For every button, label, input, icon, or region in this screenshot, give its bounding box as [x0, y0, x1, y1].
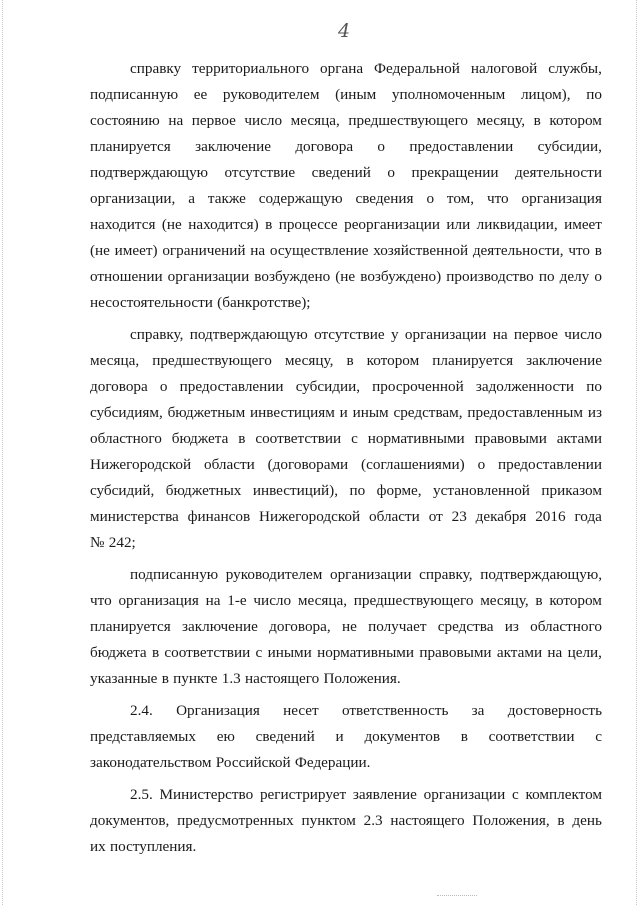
word: из	[587, 404, 602, 421]
word: и	[335, 728, 344, 745]
word: декабря	[475, 508, 527, 525]
word: на	[492, 326, 508, 343]
word: правовыми	[474, 430, 547, 447]
word: месяца,	[290, 112, 340, 129]
word: министерства	[90, 508, 179, 525]
word: службы,	[548, 60, 602, 77]
word: у	[390, 326, 399, 343]
text-line	[90, 134, 602, 160]
word: установленной	[433, 482, 530, 499]
word: справку	[130, 60, 182, 77]
word: заявление	[352, 786, 417, 803]
word: деятельности,	[472, 242, 564, 259]
text-line	[90, 290, 602, 316]
word: на	[205, 592, 221, 609]
page-number: 4	[338, 20, 351, 42]
word: договора	[90, 378, 148, 395]
word: Положения.	[323, 670, 401, 687]
word: на	[250, 242, 266, 259]
word: средствам,	[393, 404, 463, 421]
word: субсидий,	[90, 482, 155, 499]
text-line	[90, 530, 602, 556]
word: форме,	[376, 482, 422, 499]
word: состоянию	[90, 112, 160, 129]
word: в	[533, 112, 541, 129]
word: актами	[496, 644, 543, 661]
word: договора,	[269, 618, 331, 635]
word: по	[586, 86, 602, 103]
word: пунктом	[301, 812, 356, 829]
text-line	[90, 108, 602, 134]
word: пункте	[173, 670, 218, 687]
word: Нижегородской	[259, 508, 361, 525]
word: приказом	[541, 482, 602, 499]
word: подтверждающую	[90, 164, 209, 181]
word: деятельности	[515, 164, 602, 181]
word: руководителем	[222, 86, 320, 103]
word: за	[471, 702, 485, 719]
word: с	[351, 430, 358, 447]
word: месяца,	[90, 352, 140, 369]
word: финансов	[187, 508, 251, 525]
text-line	[90, 348, 602, 374]
text-line	[90, 186, 602, 212]
word: что	[568, 242, 590, 259]
word: справку,	[130, 326, 184, 343]
word: первое	[191, 112, 236, 129]
word: осуществление	[269, 242, 369, 259]
word: в	[265, 216, 273, 233]
text-line	[90, 640, 602, 666]
word: по	[586, 378, 602, 395]
text-line	[90, 724, 602, 750]
word: и	[339, 404, 348, 421]
word: а	[188, 190, 195, 207]
word: организация	[118, 592, 199, 609]
word: производство	[446, 268, 534, 285]
word: года	[574, 508, 602, 525]
word: ею	[216, 728, 235, 745]
word: прекращении	[411, 164, 499, 181]
word: или	[446, 216, 471, 233]
word: их	[90, 838, 106, 855]
word: справку,	[419, 566, 473, 583]
word: ответственность	[341, 702, 449, 719]
word: имеет)	[114, 242, 158, 259]
word: подписанную	[130, 566, 219, 583]
word: (договорами	[267, 456, 349, 473]
word: организации	[404, 326, 487, 343]
text-line	[90, 750, 602, 776]
word: предоставлении	[498, 456, 602, 473]
word: что	[90, 592, 112, 609]
word: с	[595, 728, 602, 745]
word: законодательством	[90, 754, 212, 771]
word: отношении	[90, 268, 163, 285]
text-line	[90, 264, 602, 290]
word: договора	[295, 138, 354, 155]
text-line	[90, 588, 602, 614]
word: областного	[530, 618, 602, 635]
word: месяцу,	[284, 352, 334, 369]
word: отсутствие	[314, 326, 385, 343]
word: с	[255, 644, 263, 661]
word: территориального	[192, 60, 310, 77]
word: от	[428, 508, 443, 525]
document-body	[90, 56, 602, 860]
word: 23	[451, 508, 467, 525]
word: (не	[161, 216, 182, 233]
word: в	[557, 812, 565, 829]
word: организация	[521, 190, 602, 207]
word: том,	[446, 190, 475, 207]
word: актами	[556, 430, 602, 447]
word: возбуждено)	[360, 268, 442, 285]
word: лицом),	[520, 86, 571, 103]
word: о	[426, 190, 435, 207]
text-line	[90, 698, 602, 724]
word: Нижегородской	[90, 456, 192, 473]
word: (не	[335, 268, 356, 285]
word: 2.3	[363, 812, 383, 829]
word: настоящего	[245, 670, 320, 687]
paragraph	[90, 322, 602, 556]
word: делу	[559, 268, 590, 285]
word: в	[594, 242, 602, 259]
text-line	[90, 834, 602, 860]
word: о	[477, 456, 486, 473]
word: организации	[167, 268, 250, 285]
word: области	[203, 456, 255, 473]
word: месяцу,	[476, 112, 526, 129]
word: №	[90, 534, 105, 551]
word: хозяйственной	[373, 242, 469, 259]
word: органа	[320, 60, 364, 77]
word: соответствии	[255, 430, 342, 447]
word: котором	[366, 352, 420, 369]
word: представляемых	[90, 728, 196, 745]
word: подтверждающую	[189, 326, 308, 343]
text-line	[90, 614, 602, 640]
word: в	[151, 644, 160, 661]
text-line	[90, 782, 602, 808]
word: месяца,	[297, 592, 347, 609]
word: несет	[283, 702, 319, 719]
word: планируется	[432, 352, 514, 369]
footer-mark	[437, 895, 477, 897]
word: цели,	[567, 644, 602, 661]
text-line	[90, 374, 602, 400]
word: 2016	[535, 508, 566, 525]
word: (не	[90, 242, 110, 259]
word: сведения	[355, 190, 414, 207]
word: находится	[90, 216, 156, 233]
word: получает	[368, 618, 427, 635]
text-line	[90, 666, 602, 692]
text-line	[90, 82, 602, 108]
word: предшествующего	[152, 352, 272, 369]
word: Организация	[176, 702, 260, 719]
word: бюджетных	[165, 482, 242, 499]
word: подтверждающую,	[480, 566, 602, 583]
word: по	[538, 268, 555, 285]
word: предоставлении	[179, 378, 284, 395]
word: (соглашениями)	[361, 456, 465, 473]
word: находится)	[188, 216, 259, 233]
word: содержащую	[258, 190, 343, 207]
word: предоставлении	[409, 138, 514, 155]
word: бюджета	[171, 430, 229, 447]
word: 1-е	[227, 592, 247, 609]
paragraph	[90, 56, 602, 316]
word: организации	[329, 566, 412, 583]
word: месяцу,	[480, 592, 529, 609]
word: заключение	[182, 618, 258, 635]
word: из	[504, 618, 519, 635]
word: предшествующего	[348, 112, 469, 129]
word: сведений	[255, 728, 315, 745]
word: число	[564, 326, 602, 343]
word: в	[460, 728, 468, 745]
word: области	[369, 508, 420, 525]
word: (банкротстве);	[217, 294, 311, 311]
word: отсутствие	[224, 164, 296, 181]
word: предусмотренных	[177, 812, 294, 829]
word: правовыми	[419, 644, 492, 661]
word: о	[387, 164, 395, 181]
word: регистрирует	[259, 786, 347, 803]
word: в	[535, 592, 543, 609]
word: инвестиций),	[252, 482, 339, 499]
word: ограничений	[162, 242, 246, 259]
word: не	[341, 618, 357, 635]
word: Федерации.	[294, 754, 371, 771]
word: руководителем	[225, 566, 323, 583]
word: поступления.	[109, 838, 197, 855]
word: инвестициям	[250, 404, 335, 421]
word: планируется	[90, 138, 171, 155]
text-line	[90, 56, 602, 82]
word: документов	[364, 728, 440, 745]
word: 242;	[108, 534, 136, 551]
word: комплектом	[525, 786, 602, 803]
word: котором	[549, 112, 602, 129]
word: о	[377, 138, 386, 155]
scan-edge-left	[2, 0, 4, 905]
word: (иным	[335, 86, 377, 103]
paragraph	[90, 698, 602, 776]
word: также	[207, 190, 246, 207]
text-line	[90, 238, 602, 264]
text-line	[90, 212, 602, 238]
paragraph	[90, 562, 602, 692]
word: процессе	[278, 216, 338, 233]
word: 2.4.	[130, 702, 153, 719]
word: первое	[513, 326, 558, 343]
word: субсидии,	[295, 378, 360, 395]
word: на	[168, 112, 184, 129]
scan-edge-right	[636, 0, 638, 905]
word: что	[486, 190, 509, 207]
text-line	[90, 322, 602, 348]
text-line	[90, 452, 602, 478]
word: число	[253, 592, 292, 609]
word: несостоятельности	[90, 294, 213, 311]
word: задолженности	[475, 378, 575, 395]
word: 2.5.	[130, 786, 153, 803]
word: бюджета	[90, 644, 147, 661]
word: указанные	[90, 670, 158, 687]
text-line	[90, 562, 602, 588]
text-line	[90, 426, 602, 452]
text-line	[90, 808, 602, 834]
word: документов,	[90, 812, 170, 829]
text-line	[90, 478, 602, 504]
word: уполномоченным	[391, 86, 506, 103]
word: Министерство	[159, 786, 254, 803]
word: ее	[193, 86, 208, 103]
word: заключение	[526, 352, 602, 369]
word: достоверность	[507, 702, 602, 719]
word: предоставленным	[467, 404, 584, 421]
word: сведений	[311, 164, 371, 181]
word: котором	[549, 592, 602, 609]
paragraph	[90, 782, 602, 860]
word: 1.3	[221, 670, 241, 687]
word: организации	[423, 786, 506, 803]
word: по	[349, 482, 366, 499]
word: с	[511, 786, 519, 803]
word: число	[244, 112, 283, 129]
word: иными	[267, 644, 312, 661]
word: нормативными	[317, 644, 415, 661]
word: в	[346, 352, 354, 369]
word: о	[594, 268, 602, 285]
word: имеет	[564, 216, 602, 233]
word: возбуждено	[254, 268, 331, 285]
word: в	[161, 670, 169, 687]
word: Федеральной	[374, 60, 460, 77]
word: областного	[90, 430, 162, 447]
word: субсидии,	[537, 138, 602, 155]
word: бюджетным	[167, 404, 246, 421]
word: Российской	[215, 754, 291, 771]
word: предшествующего	[353, 592, 474, 609]
word: нормативными	[367, 430, 465, 447]
word: о	[159, 378, 168, 395]
word: подписанную	[90, 86, 179, 103]
word: настоящего	[390, 812, 465, 829]
word: Положения,	[472, 812, 550, 829]
word: соответствии	[488, 728, 575, 745]
word: налоговой	[470, 60, 538, 77]
word: планируется	[90, 618, 171, 635]
word: соответствии	[164, 644, 251, 661]
word: субсидиям,	[90, 404, 163, 421]
word: иным	[352, 404, 389, 421]
word: заключение	[195, 138, 271, 155]
word: средства	[437, 618, 494, 635]
word: на	[547, 644, 563, 661]
word: реорганизации	[344, 216, 440, 233]
word: организации,	[90, 190, 176, 207]
word: день	[572, 812, 602, 829]
word: в	[238, 430, 246, 447]
text-line	[90, 400, 602, 426]
text-line	[90, 504, 602, 530]
text-line	[90, 160, 602, 186]
word: ликвидации,	[476, 216, 558, 233]
word: просроченной	[372, 378, 464, 395]
